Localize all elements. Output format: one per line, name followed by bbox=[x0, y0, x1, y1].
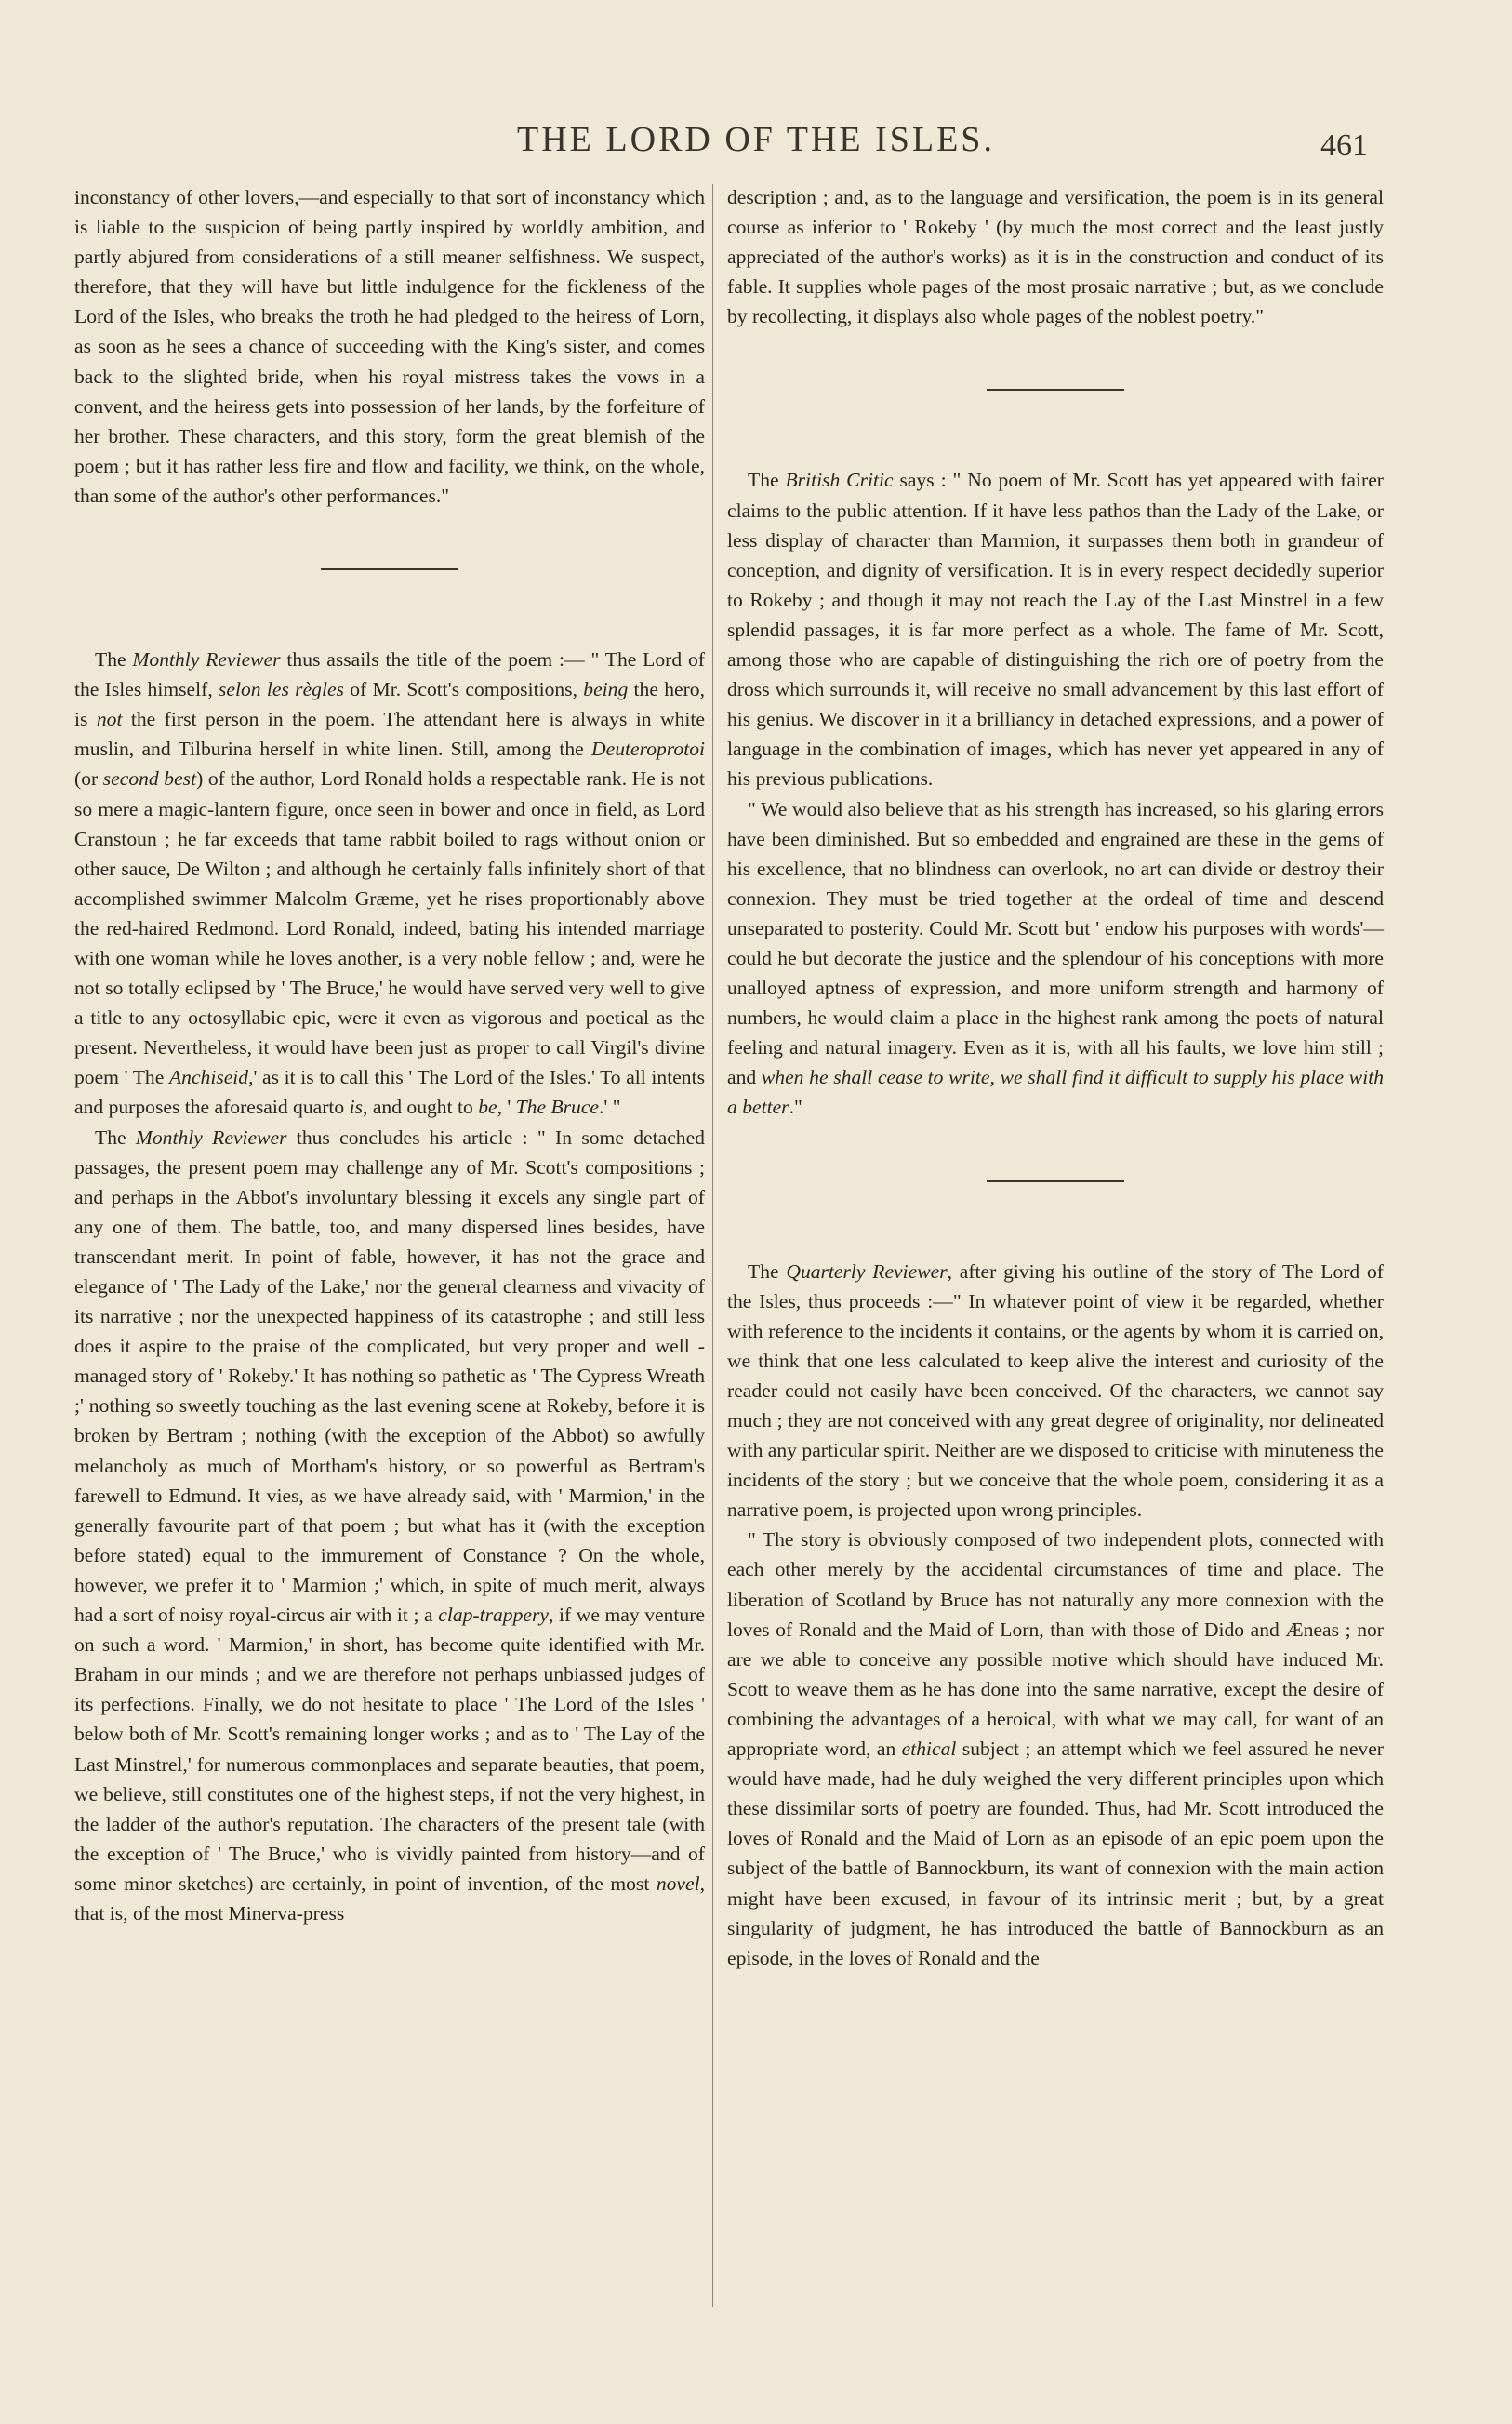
running-title: THE LORD OF THE ISLES. bbox=[517, 120, 995, 159]
left-paragraph-1: inconstancy of other lovers,—and especially to that sort of inconstancy which is liable to the suspicion of being partly inspired by worldly ambition, and partly abjured from considerations of a still meaner selfishness. We suspect, therefore, that they will have but little indulgence for the fickleness of the Lord of the Isles, who breaks the troth he had pledged to the heiress of Lorn, as soon as he sees a chance of succeeding with the King's sister, and comes back to the slighted bride, when his royal mistress takes the vows in a convent, and the heiress gets into possession of her lands, by the forfeiture of her brother. These characters, and this story, form the great blemish of the poem ; but it has rather less fire and flow and facility, we think, on the whole, than some of the author's other performances." bbox=[74, 186, 705, 507]
section-separator bbox=[987, 1180, 1124, 1182]
left-paragraph-2: The Monthly Reviewer thus assails the title of the poem :— " The Lord of the Isles himself, selon les règles of Mr. Scott's compositions, being the hero, is not the first person in the poem. The attendant here is always in white muslin, and Tilburina herself in white linen. Still, among the Deuteroprotoi (or second best) of the author, Lord Ronald holds a respectable rank. He is not so mere a magic-lantern figure, once seen in bower and once in field, as Lord Cranstoun ; he far exceeds that tame rabbit boiled to rags without onion or other sauce, De Wilton ; and although he certainly falls infinitely short of that accomplished swimmer Malcolm Græme, yet he rises proportionably above the red-haired Redmond. Lord Ronald, indeed, bating his intended marriage with one woman while he loves another, is a very noble fellow ; and, were he not so totally eclipsed by ' The Bruce,' he would have served very well to give a title to any octosyllabic epic, were it even as vigorous and poetical as the present. Nevertheless, it would have been just as proper to call Virgil's divine poem ' The Anchiseid,' as it is to call this ' The Lord of the Isles.' To all intents and purposes the aforesaid quarto is, and ought to be, ' The Bruce.' " bbox=[74, 648, 706, 1119]
right-paragraph-5: " The story is obviously composed of two independent plots, connected with each other merely by the accidental circumstances of time and place. The liberation of Scotland by Bruce has not naturally any more connexion with the loves of Ronald and the Maid of Lorn, than with those of Dido and Æneas ; nor are we able to conceive any possible motive which should have induced Mr. Scott to weave them as he has done into the same narrative, except the desire of combining the advantages of a heroical, with what we may call, for want of an appropriate word, an ethical subject ; an attempt which we feel assured he never would have made, had he duly weighed the very different principles upon which these dissimilar sorts of poetry are founded. Thus, had Mr. Scott introduced the loves of Ronald and the Maid of Lorn as an episode of an epic poem upon the subject of the battle of Bannockburn, its want of connexion with the main action might have been excused, in favour of its intrinsic merit ; but, by a great singularity of judgment, he has introduced the battle of Bannockburn as an episode, in the loves of Ronald and the bbox=[727, 1528, 1384, 1969]
right-paragraph-3: " We would also believe that as his strength has increased, so his glaring errors have been diminished. But so embedded and engrained are these in the gems of his excellence, that no blindness can overlook, no art can divide or destroy their connexion. They must be tried together at the ordeal of time and descend unseparated to posterity. Could Mr. Scott but ' endow his purposes with words'—could he but decorate the justice and the splendour of his conceptions with more unalloyed aptness of expression, and more uniform strength and harmony of numbers, he would claim a place in the highest rank among the poets of natural feeling and natural imagery. Even as it is, with all his faults, we love him still ; and when he shall cease to write, we shall find it difficult to supply his place with a better." bbox=[727, 797, 1385, 1119]
right-column bbox=[727, 182, 1384, 1973]
left-paragraph-3: The Monthly Reviewer thus concludes his article : " In some detached passages, the present poem may challenge any of Mr. Scott's compositions ; and perhaps in the Abbot's involuntary blessing it excels any single part of any one of them. The battle, too, and many dispersed lines besides, have transcendant merit. In point of fable, however, it has not the grace and elegance of ' The Lady of the Lake,' nor the general clearness and vivacity of its narrative ; nor the unexpected happiness of its catastrophe ; and still less does it aspire to the praise of the complicated, but very proper and well - managed story of ' Rokeby.' It has nothing so pathetic as ' The Cypress Wreath ;' nothing so sweetly touching as the last evening scene at Rokeby, before it is broken by Bertram ; nothing (with the exception of the Abbot) so awfully melancholy as much of Mortham's history, or so powerful as Bertram's farewell to Edmund. It vies, as we have already said, with ' Marmion,' in the generally favourite part of that poem ; but what has it (with the exception before stated) equal to the immurement of Constance ? On the whole, however, we prefer it to ' Marmion ;' which, in spite of much merit, always had a sort of noisy royal-circus air with it ; a clap-trappery, if we may venture on such a word. ' Marmion,' in short, has become quite identified with Mr. Braham in our minds ; and we are therefore not perhaps unbiassed judges of its perfections. Finally, we do not hesitate to place ' The Lord of the Isles ' below both of Mr. Scott's remaining longer works ; and as to ' The Lay of the Last Minstrel,' for numerous commonplaces and separate beauties, that poem, we believe, still constitutes one of the highest steps, if not the very highest, in the ladder of the author's reputation. The characters of the present tale (with the exception of ' The Bruce,' who is vividly painted from history—and of some minor sketches) are certainly, in point of invention, of the most novel, that is, of the most Minerva-press bbox=[74, 1125, 705, 1925]
right-paragraph-2: The British Critic says : " No poem of Mr. Scott has yet appeared with fairer claims to the public attention. If it have less pathos than the Lady of the Lake, or less display of character than Marmion, it surpasses them both in grandeur of conception, and dignity of versification. It is in every respect decidedly superior to Rokeby ; and though it may not reach the Lay of the Last Minstrel in a few splendid passages, it is far more perfect as a whole. The fame of Mr. Scott, among those who are capable of distinguishing the rich ore of poetry from the dross which surrounds it, will receive no small advancement by this last effort of his genius. We discover in it a brilliancy in detached expressions, and a power of language in the combination of images, which has never yet appeared in any of his previous publications. bbox=[727, 469, 1384, 791]
left-column bbox=[74, 182, 705, 1928]
section-separator bbox=[321, 568, 458, 570]
column-divider bbox=[712, 184, 713, 2307]
section-separator bbox=[987, 389, 1124, 391]
page-number: 461 bbox=[1320, 128, 1368, 163]
right-paragraph-1: description ; and, as to the language and versification, the poem is in its general course as inferior to ' Rokeby ' (by much the most correct and the least justly appreciated of the author's works) as it is in the construction and conduct of its fable. It supplies whole pages of the most prosaic narrative ; but, as we conclude by recollecting, it displays also whole pages of the noblest poetry." bbox=[727, 186, 1384, 328]
right-paragraph-4: The Quarterly Reviewer, after giving his outline of the story of The Lord of the Isles, thus proceeds :—" In whatever point of view it be regarded, whether with reference to the incidents it contains, or the agents by whom it is carried on, we think that one less calculated to keep alive the interest and curiosity of the reader could not easily have been conceived. Of the characters, we cannot say much ; they are not conceived with any great degree of originality, nor delineated with any particular spirit. Neither are we disposed to criticise with minuteness the incidents of the story ; but we conceive that the whole poem, considering it as a narrative poem, is projected upon wrong principles. bbox=[727, 1259, 1384, 1522]
page-header bbox=[0, 119, 1512, 175]
